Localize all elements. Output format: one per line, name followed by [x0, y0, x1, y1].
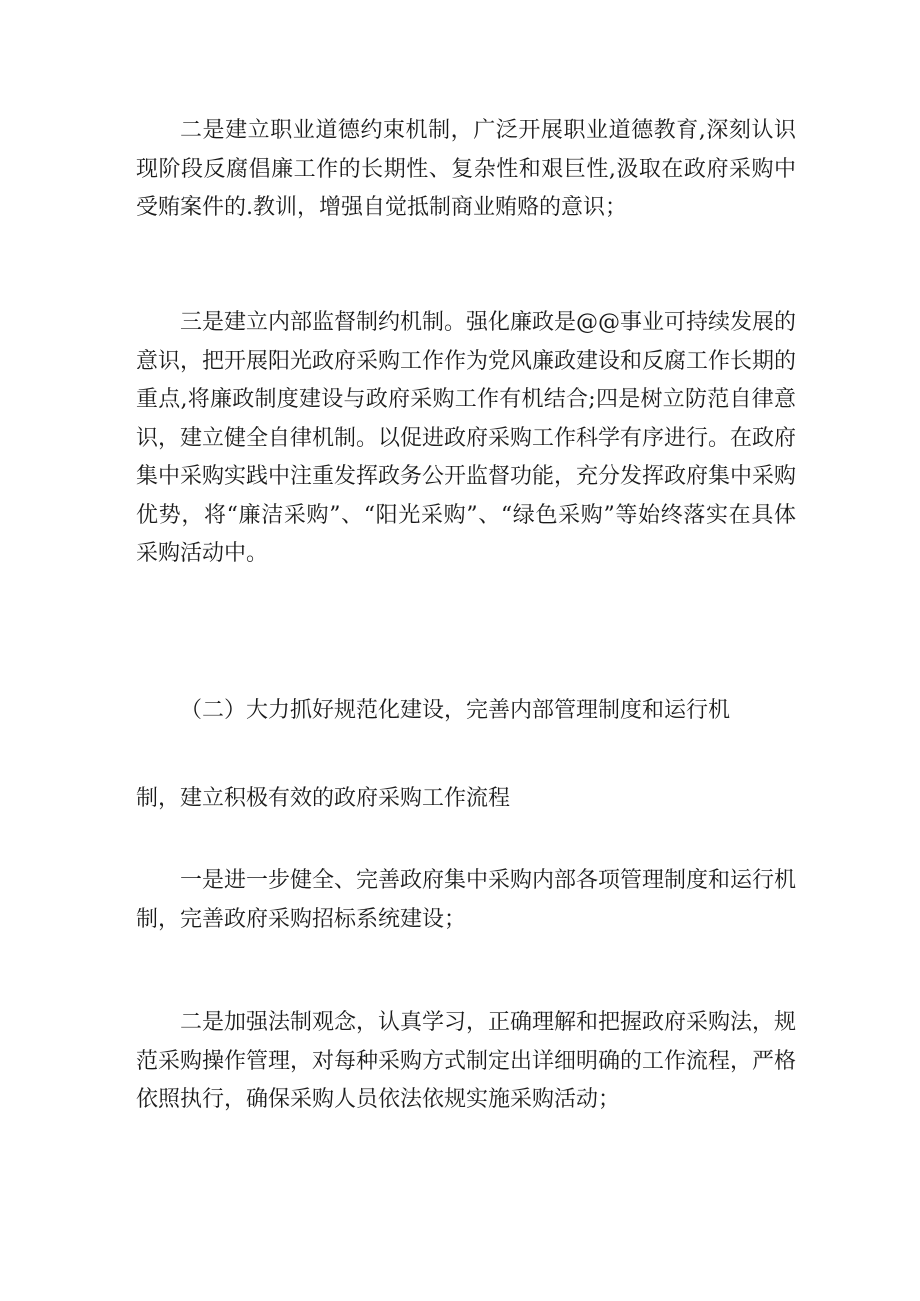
section-heading-line-1: （二）大力抓好规范化建设，完善内部管理制度和运行机 [180, 698, 731, 723]
paragraph-legal-awareness: 二是加强法制观念，认真学习，正确理解和把握政府采购法，规范采购操作管理，对每种采购方式制定出详细明确的工作流程，严格依照执行，确保采购人员依法依规实施采购活动； [136, 1010, 797, 1112]
paragraph-professional-ethics: 二是建立职业道德约束机制，广泛开展职业道德教育,深刻认识现阶段反腐倡廉工作的长期性、复杂性和艰巨性,汲取在政府采购中受贿案件的.教训，增强自觉抵制商业贿赂的意识； [136, 118, 796, 220]
paragraph-management-system: 一是进一步健全、完善政府集中采购内部各项管理制度和运行机制，完善政府采购招标系统建设； [136, 868, 797, 932]
section-heading-line-2: 制，建立积极有效的政府采购工作流程 [136, 786, 511, 811]
paragraph-internal-supervision: 三是建立内部监督制约机制。强化廉政是@@事业可持续发展的意识，把开展阳光政府采购工作作为党风廉政建设和反腐工作长期的重点,将廉政制度建设与政府采购工作有机结合;四是树立防范自律意识，建立健全自律机制。以促进政府采购工作科学有序进行。在政府集中采购实践中注重发挥政务公开监督功能，充分发挥政府集中采购优势，将“廉洁采购”、“阳光采购”、“绿色采购”等始终落实在具体采购活动中。 [136, 310, 797, 566]
